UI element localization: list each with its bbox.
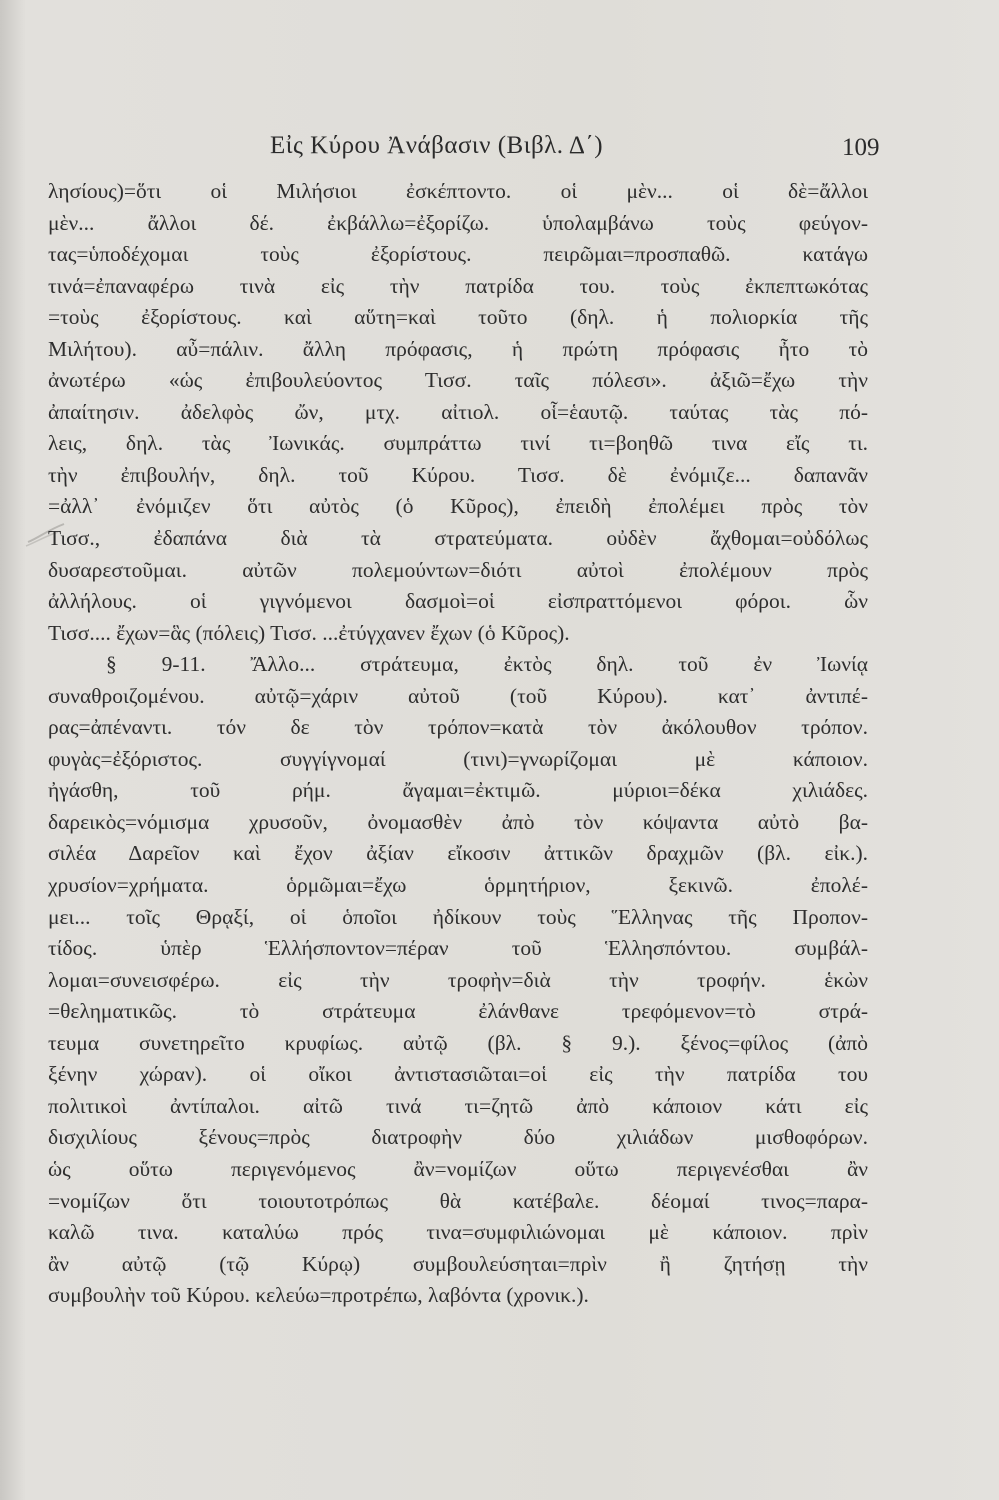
text-line: =νομίζων ὅτι τοιουτοτρόπως θὰ κατέβαλε. δέομαί τινος=παρα-	[48, 1188, 868, 1213]
text-line: χρυσίον=χρήματα. ὁρμῶμαι=ἔχω ὁρμητήριον, ξεκινῶ. ἐπολέ-	[48, 873, 868, 898]
text-line: ξένην χώραν). οἱ οἴκοι ἀντιστασιῶται=οἱ εἰς τὴν πατρίδα του	[48, 1062, 868, 1087]
text-line: λησίους)=ὅτι οἱ Μιλήσιοι ἐσκέπτοντο. οἱ μὲν... οἱ δὲ=ἄλλοι	[48, 179, 868, 203]
text-line: σιλέα Δαρεῖον καὶ ἔχον ἀξίαν εἴκοσιν ἀττικῶν δραχμῶν (βλ. εἰκ.).	[48, 841, 868, 866]
text-line: καλῶ τινα. καταλύω πρός τινα=συμφιλιώνομαι μὲ κάποιον. πρὶν	[48, 1220, 868, 1245]
text-line: δυσαρεστοῦμαι. αὐτῶν πολεμούντων=διότι αὐτοὶ ἐπολέμουν πρὸς	[48, 557, 868, 582]
text-line: λεις, δηλ. τὰς Ἰωνικάς. συμπράττω τινί τι=βοηθῶ τινα εἴς τι.	[48, 431, 868, 456]
text-line: δαρεικὸς=νόμισμα χρυσοῦν, ὀνομασθὲν ἀπὸ τὸν κόψαντα αὐτὸ βα-	[48, 809, 868, 834]
text-line: Τισσ., ἐδαπάνα διὰ τὰ στρατεύματα. οὐδὲν ἄχθομαι=οὐδόλως	[48, 526, 868, 551]
text-line: Μιλήτου). αὖ=πάλιν. ἄλλη πρόφασις, ἡ πρώτη πρόφασις ἦτο τὸ	[48, 336, 868, 361]
text-line: ὡς οὕτω περιγενόμενος ἂν=νομίζων οὕτω περιγενέσθαι ἂν	[48, 1156, 868, 1181]
commentary-text	[48, 176, 868, 1312]
text-line: μὲν... ἄλλοι δέ. ἐκβάλλω=ἐξορίζω. ὑπολαμβάνω τοὺς φεύγον-	[48, 210, 868, 235]
text-line: ρας=ἀπέναντι. τόν δε τὸν τρόπον=κατὰ τὸν ἀκόλουθον τρόπον.	[48, 715, 868, 740]
text-line: πολιτικοὶ ἀντίπαλοι. αἰτῶ τινά τι=ζητῶ ἀπὸ κάποιον κάτι εἰς	[48, 1093, 868, 1118]
text-line: =ἀλλ᾽ ἐνόμιζεν ὅτι αὐτὸς (ὁ Κῦρος), ἐπειδὴ ἐπολέμει πρὸς τὸν	[48, 494, 868, 519]
text-line: ἂν αὐτῷ (τῷ Κύρῳ) συμβουλεύσηται=πρὶν ἢ ζητήσῃ τὴν	[48, 1251, 868, 1276]
text-line: τίδος. ὑπὲρ Ἑλλήσποντον=πέραν τοῦ Ἑλλησπόντου. συμβάλ-	[48, 936, 868, 961]
page-header	[0, 128, 999, 168]
text-line: τὴν ἐπιβουλήν, δηλ. τοῦ Κύρου. Τισσ. δὲ ἐνόμιζε... δαπανᾶν	[48, 462, 868, 487]
text-line: τας=ὑποδέχομαι τοὺς ἐξορίστους. πειρῶμαι=προσπαθῶ. κατάγω	[48, 242, 868, 267]
text-line: τινά=ἐπαναφέρω τινὰ εἰς τὴν πατρίδα του. τοὺς ἐκπεπτωκότας	[48, 273, 868, 298]
text-line: δισχιλίους ξένους=πρὸς διατροφὴν δύο χιλιάδων μισθοφόρων.	[48, 1125, 868, 1150]
text-line: ἀλλήλους. οἱ γιγνόμενοι δασμοὶ=οἱ εἰσπραττόμενοι φόροι. ὧν	[48, 589, 868, 614]
text-line: ἠγάσθη, τοῦ ρήμ. ἄγαμαι=ἐκτιμῶ. μύριοι=δέκα χιλιάδες.	[48, 778, 868, 803]
section-heading-line: § 9-11. Ἄλλο... στράτευμα, ἐκτὸς δηλ. τοῦ ἐν Ἰωνίᾳ	[106, 652, 868, 677]
text-line: μει... τοῖς Θρᾳξί, οἱ ὁποῖοι ἠδίκουν τοὺς Ἕλληνας τῆς Προπον-	[48, 904, 868, 929]
page-number: 109	[842, 134, 880, 161]
text-line: ἀπαίτησιν. ἀδελφὸς ὤν, μτχ. αἰτιολ. οἷ=ἑαυτῷ. ταύτας τὰς πό-	[48, 399, 868, 424]
text-line: =θεληματικῶς. τὸ στράτευμα ἐλάνθανε τρεφόμενον=τὸ στρά-	[48, 999, 868, 1024]
text-line: τευμα συνετηρεῖτο κρυφίως. αὐτῷ (βλ. § 9.). ξένος=φίλος (ἀπὸ	[48, 1030, 868, 1055]
text-line: συμβουλὴν τοῦ Κύρου. κελεύω=προτρέπω, λαβόντα (χρονικ.).	[48, 1283, 589, 1308]
text-line: φυγὰς=ἐξόριστος. συγγίγνομαί (τινι)=γνωρίζομαι μὲ κάποιον.	[48, 746, 868, 771]
running-title: Εἰς Κύρου Ἀνάβασιν (Βιβλ. Δ΄)	[270, 132, 604, 159]
text-line: λομαι=συνεισφέρω. εἰς τὴν τροφὴν=διὰ τὴν τροφήν. ἑκὼν	[48, 967, 868, 992]
text-line: =τοὺς ἐξορίστους. καὶ αὕτη=καὶ τοῦτο (δηλ. ἡ πολιορκία τῆς	[48, 305, 868, 330]
text-line: Τισσ.... ἔχων=ἃς (πόλεις) Τισσ. ...ἐτύγχανεν ἔχων (ὁ Κῦρος).	[48, 620, 570, 645]
text-line: ἀνωτέρω «ὡς ἐπιβουλεύοντος Τισσ. ταῖς πόλεσι». ἀξιῶ=ἔχω τὴν	[48, 368, 868, 393]
text-line: συναθροιζομένου. αὐτῷ=χάριν αὐτοῦ (τοῦ Κύρου). κατ᾽ ἀντιπέ-	[48, 683, 868, 708]
